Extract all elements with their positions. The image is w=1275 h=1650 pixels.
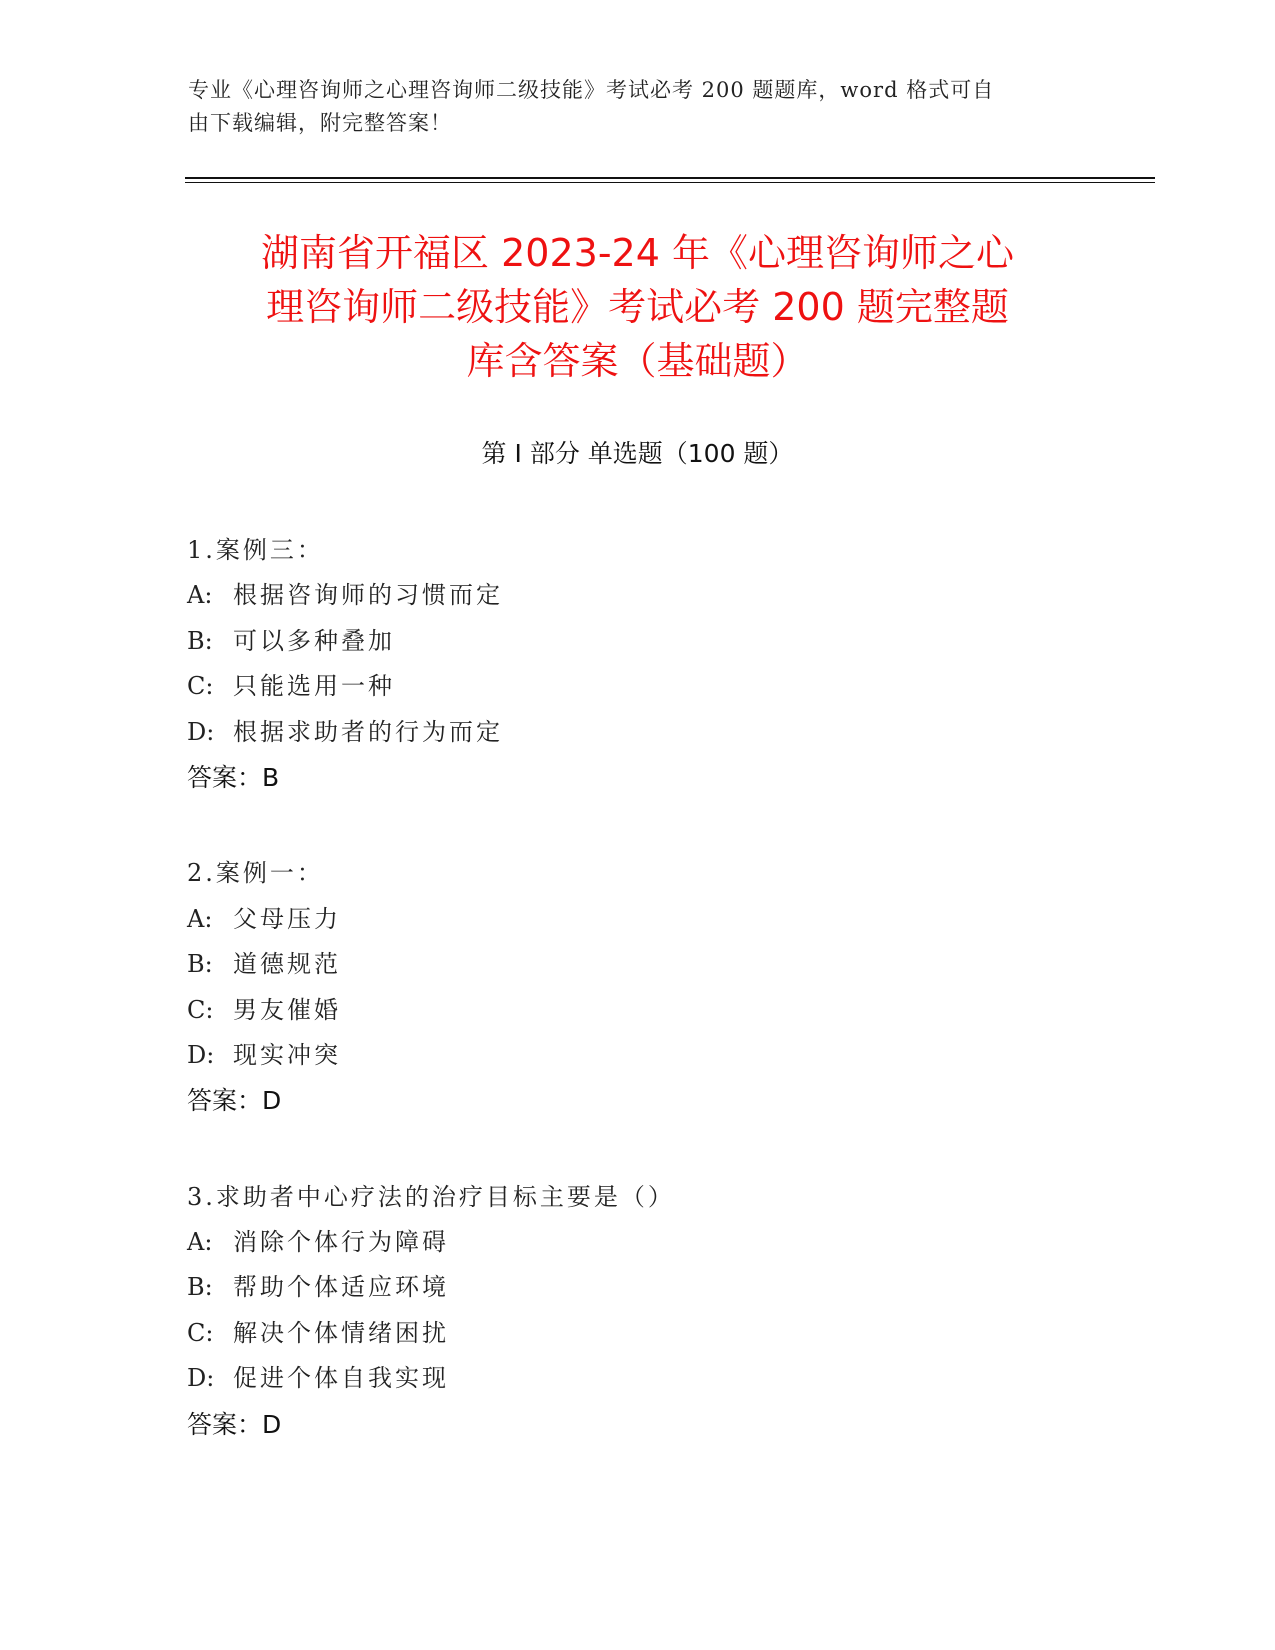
answer-line: 答案：B <box>187 762 280 792</box>
option-letter: A: <box>187 904 213 933</box>
option-d <box>187 1356 1087 1401</box>
option-letter: B: <box>187 950 213 979</box>
option-c <box>187 664 1087 709</box>
option-a <box>187 1220 1087 1265</box>
answer-line: 答案：D <box>187 1086 282 1116</box>
option-letter: C: <box>187 1318 214 1347</box>
option-letter: B: <box>187 626 213 655</box>
question-stem: 2.案例一： <box>187 859 324 888</box>
option-text: 促进个体自我实现 <box>233 1364 449 1393</box>
option-text: 解决个体情绪困扰 <box>233 1318 449 1347</box>
question-item <box>187 1175 1087 1447</box>
option-letter: D: <box>187 717 215 746</box>
option-text: 男友催婚 <box>233 995 341 1024</box>
header-divider-thick <box>185 177 1155 179</box>
option-letter: A: <box>187 581 213 610</box>
title-line: 理咨询师二级技能》考试必考 200 题完整题 <box>266 285 1009 329</box>
answer-line: 答案：D <box>187 1409 282 1439</box>
option-d <box>187 710 1087 755</box>
option-text: 现实冲突 <box>233 1040 341 1069</box>
option-letter: C: <box>187 995 214 1024</box>
option-b <box>187 619 1087 664</box>
option-text: 根据咨询师的习惯而定 <box>233 581 503 610</box>
option-letter: A: <box>187 1228 213 1257</box>
option-letter: D: <box>187 1040 215 1069</box>
option-c <box>187 1311 1087 1356</box>
header-note <box>188 74 1088 140</box>
option-a <box>187 897 1087 942</box>
header-note-line: 专业《心理咨询师之心理咨询师二级技能》考试必考 200 题题库，word 格式可自 <box>188 78 995 102</box>
option-b <box>187 1265 1087 1310</box>
question-stem: 1.案例三： <box>187 536 324 564</box>
option-a <box>187 573 1087 618</box>
document-title <box>190 226 1085 388</box>
option-text: 父母压力 <box>233 904 341 933</box>
option-c <box>187 988 1087 1033</box>
section-heading: 第 I 部分 单选题（100 题） <box>481 439 794 468</box>
option-text: 帮助个体适应环境 <box>233 1273 449 1302</box>
option-letter: D: <box>187 1364 215 1393</box>
option-text: 可以多种叠加 <box>233 626 395 655</box>
title-line: 库含答案（基础题） <box>466 339 809 383</box>
option-text: 只能选用一种 <box>233 672 395 701</box>
title-line: 湖南省开福区 2023-24 年《心理咨询师之心 <box>261 231 1014 275</box>
option-text: 道德规范 <box>233 950 341 979</box>
header-note-line: 由下载编辑，附完整答案！ <box>188 111 452 135</box>
option-letter: B: <box>187 1273 213 1302</box>
option-text: 消除个体行为障碍 <box>233 1228 449 1257</box>
option-letter: C: <box>187 672 214 701</box>
header-divider-thin <box>185 182 1155 183</box>
question-list <box>187 528 1087 1498</box>
option-text: 根据求助者的行为而定 <box>233 717 503 746</box>
option-b <box>187 942 1087 987</box>
question-item <box>187 851 1087 1123</box>
option-d <box>187 1033 1087 1078</box>
question-stem: 3.求助者中心疗法的治疗目标主要是（） <box>187 1182 675 1211</box>
question-item <box>187 528 1087 800</box>
